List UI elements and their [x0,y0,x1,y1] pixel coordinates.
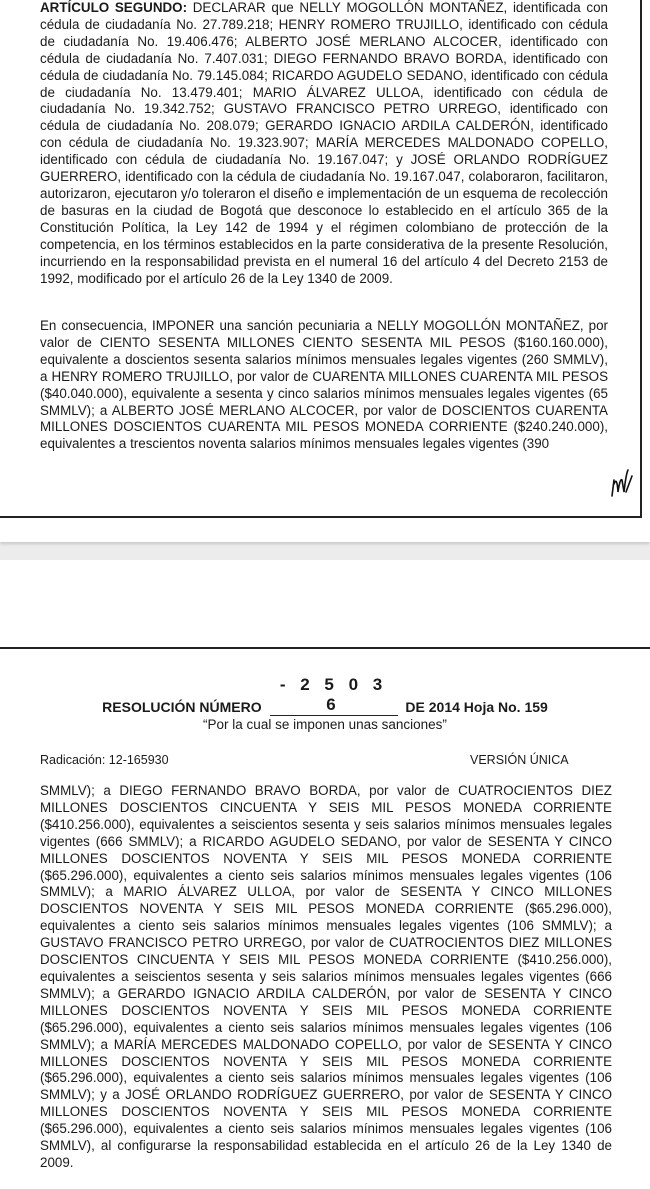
article-segundo-paragraph [40,0,608,287]
sanctions-paragraph: SMMLV); a DIEGO FERNANDO BRAVO BORDA, por valor de CUATROCIENTOS DIEZ MILLONES DOSCIENTOS CINCUENTA Y SEIS MIL PESOS MONEDA CORRIENTE ($410.256.000), equivalentes a seiscientos sesenta y seis salarios mínimos mensuales legales vigentes (666 SMMLV); a RICARDO AGUDELO SEDANO, por valor de SESENTA Y CINCO MILLONES DOSCIENTOS NOVENTA Y SEIS MIL PESOS MONEDA CORRIENTE ($65.296.000), equivalentes a ciento seis salarios mínimos mensuales legales vigentes (106 SMMLV); a MARIO ÁLVAREZ ULLOA, por valor de SESENTA Y CINCO MILLONES DOSCIENTOS NOVENTA Y SEIS MIL PESOS MONEDA CORRIENTE ($65.296.000), equivalentes a ciento seis salarios mínimos mensuales legales vigentes (106 SMMLV); a GUSTAVO FRANCISCO PETRO URREGO, por valor de CUATROCIENTOS DIEZ MILLONES DOSCIENTOS CINCUENTA Y SEIS MIL PESOS MONEDA CORRIENTE ($410.256.000), equivalentes a seiscientos sesenta y seis salarios mínimos mensuales legales vigentes (666 SMMLV); a GERARDO IGNACIO ARDILA CALDERÓN, por valor de SESENTA Y CINCO MILLONES DOSCIENTOS NOVENTA Y SEIS MIL PESOS MONEDA CORRIENTE ($65.296.000), equivalentes a ciento seis salarios mínimos mensuales legales vigentes (106 SMMLV); a MARÍA MERCEDES MALDONADO COPELLO, por valor de SESENTA Y CINCO MILLONES DOSCIENTOS NOVENTA Y SEIS MIL PESOS MONEDA CORRIENTE ($65.296.000), equivalentes a ciento seis salarios mínimos mensuales legales vigentes (106 SMMLV); y a JOSÉ ORLANDO RODRÍGUEZ GUERRERO, por valor de SESENTA Y CINCO MILLONES DOSCIENTOS NOVENTA Y SEIS MIL PESOS MONEDA CORRIENTE ($65.296.000), equivalentes a ciento seis salarios mínimos mensuales legales vigentes (106 SMMLV), al configurarse la responsabilidad establecida en el artículo 26 de la Ley 1340 de 2009. [40,783,612,1170]
page-border-right [640,0,642,518]
page-border-top [0,647,650,649]
resolution-subtitle: “Por la cual se imponen unas sanciones” [203,717,447,732]
handwritten-initials [608,462,636,502]
radicacion-number: Radicación: 12-165930 [40,753,169,767]
article-heading: ARTÍCULO SEGUNDO: [40,0,188,15]
document-page-1 [0,0,650,542]
version-label: VERSIÓN ÚNICA [470,753,569,767]
document-page-2 [0,560,650,1189]
resolution-label: RESOLUCIÓN NÚMERO [102,699,262,715]
page-border-bottom [0,516,642,518]
resolution-suffix: DE 2014 Hoja No. 159 [405,699,548,715]
article-body: DECLARAR que NELLY MOGOLLÓN MONTAÑEZ, identificada con cédula de ciudadanía No. 27.789.218; HENRY ROMERO TRUJILLO, identificado con cédula de ciudadanía No. 19.406.476; ALBERTO JOSÉ MERLANO ALCOCER, identificado con cédula de ciudadanía No. 7.407.031; DIEGO FERNANDO BRAVO BORDA, identificado con cédula de ciudadanía No. 79.145.084; RICARDO AGUDELO SEDANO, identificado con cédula de ciudadanía No. 13.479.401; MARIO ÁLVAREZ ULLOA, identificado con cédula de ciudadanía No. 19.342.752; GUSTAVO FRANCISCO PETRO URREGO, identificado con cédula de ciudadanía No. 208.079; GERARDO IGNACIO ARDILA CALDERÓN, identificado con cédula de ciudadanía No. 19.323.907; MARÍA MERCEDES MALDONADO COPELLO, identificado con cédula de ciudadanía No. 19.167.047; y JOSÉ ORLANDO RODRÍGUEZ GUERRERO, identificado con la cédula de ciudadanía No. 19.167.047, colaboraron, facilitaron, autorizaron, ejecutaron y/o toleraron el diseño e implementación de un esquema de recolección de basuras en la ciudad de Bogotá que desconoce lo establecido en el artículo 365 de la Constitución Política, la Ley 142 de 1994 y el régimen colombiano de protección de la competencia, en los términos establecidos en la parte considerativa de la presente Resolución, incurriendo en la responsabilidad prevista en el numeral 16 del artículo 4 del Decreto 2153 de 1992, modificado por el artículo 26 de la Ley 1340 de 2009. [40,0,608,286]
consequence-paragraph: En consecuencia, IMPONER una sanción pecuniaria a NELLY MOGOLLÓN MONTAÑEZ, por valor de CIENTO SESENTA MILLONES CIENTO SESENTA MIL PESOS ($160.160.000), equivalente a doscientos sesenta salarios mínimos mensuales legales vigentes (260 SMMLV), a HENRY ROMERO TRUJILLO, por valor de CUARENTA MILLONES CUARENTA MIL PESOS ($40.040.000), equivalente a sesenta y cinco salarios mínimos mensuales legales vigentes (65 SMMLV); a ALBERTO JOSÉ MERLANO ALCOCER, por valor de DOSCIENTOS CUARENTA MILLONES DOSCIENTOS CUARENTA MIL PESOS MONEDA CORRIENTE ($240.240.000), equivalentes a trescientos noventa salarios mínimos mensuales legales vigentes (390 [40,318,608,452]
resolution-number: - 2 5 0 3 6 [270,675,398,716]
resolution-header [0,677,650,718]
